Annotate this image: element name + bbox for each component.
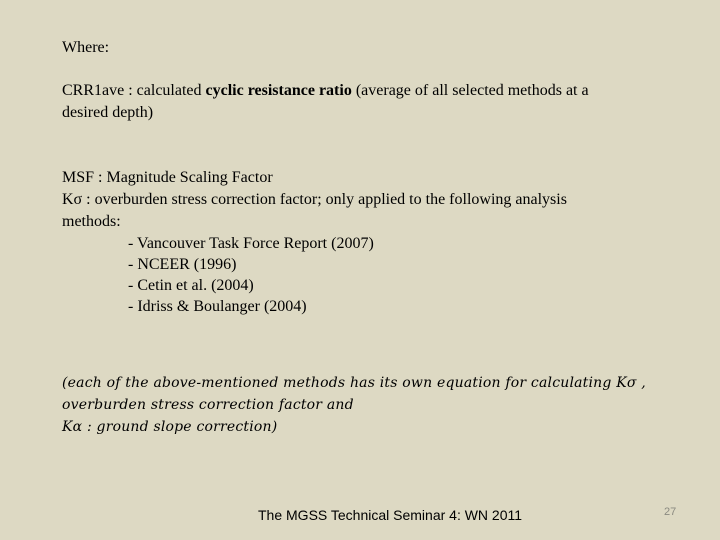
note-line-3: Kα : ground slope correction) (62, 419, 278, 435)
crr-prefix: CRR1ave : calculated (62, 82, 206, 99)
ksigma-definition-line-2: methods: (62, 213, 121, 230)
method-item: - Idriss & Boulanger (2004) (128, 298, 307, 315)
note-line-1: (each of the above-mentioned methods has its own equation for calculating Kσ , (62, 375, 646, 391)
method-item: - Vancouver Task Force Report (2007) (128, 235, 374, 252)
footer-text: The MGSS Technical Seminar 4: WN 2011 (258, 507, 523, 523)
note-line-2: overburden stress correction factor and (62, 397, 354, 413)
crr-bold-term: cyclic resistance ratio (205, 82, 352, 99)
page-number: 27 (664, 506, 677, 518)
ksigma-definition-line-1: Kσ : overburden stress correction factor; only applied to the following analysis (62, 191, 567, 208)
crr-definition-line-1 (62, 80, 589, 102)
where-heading: Where: (62, 39, 110, 56)
method-item: - Cetin et al. (2004) (128, 277, 254, 294)
method-item: - NCEER (1996) (128, 256, 237, 273)
crr-definition-line-2: desired depth) (62, 104, 154, 121)
msf-definition: MSF : Magnitude Scaling Factor (62, 169, 273, 186)
crr-suffix: (average of all selected methods at a (351, 82, 589, 99)
